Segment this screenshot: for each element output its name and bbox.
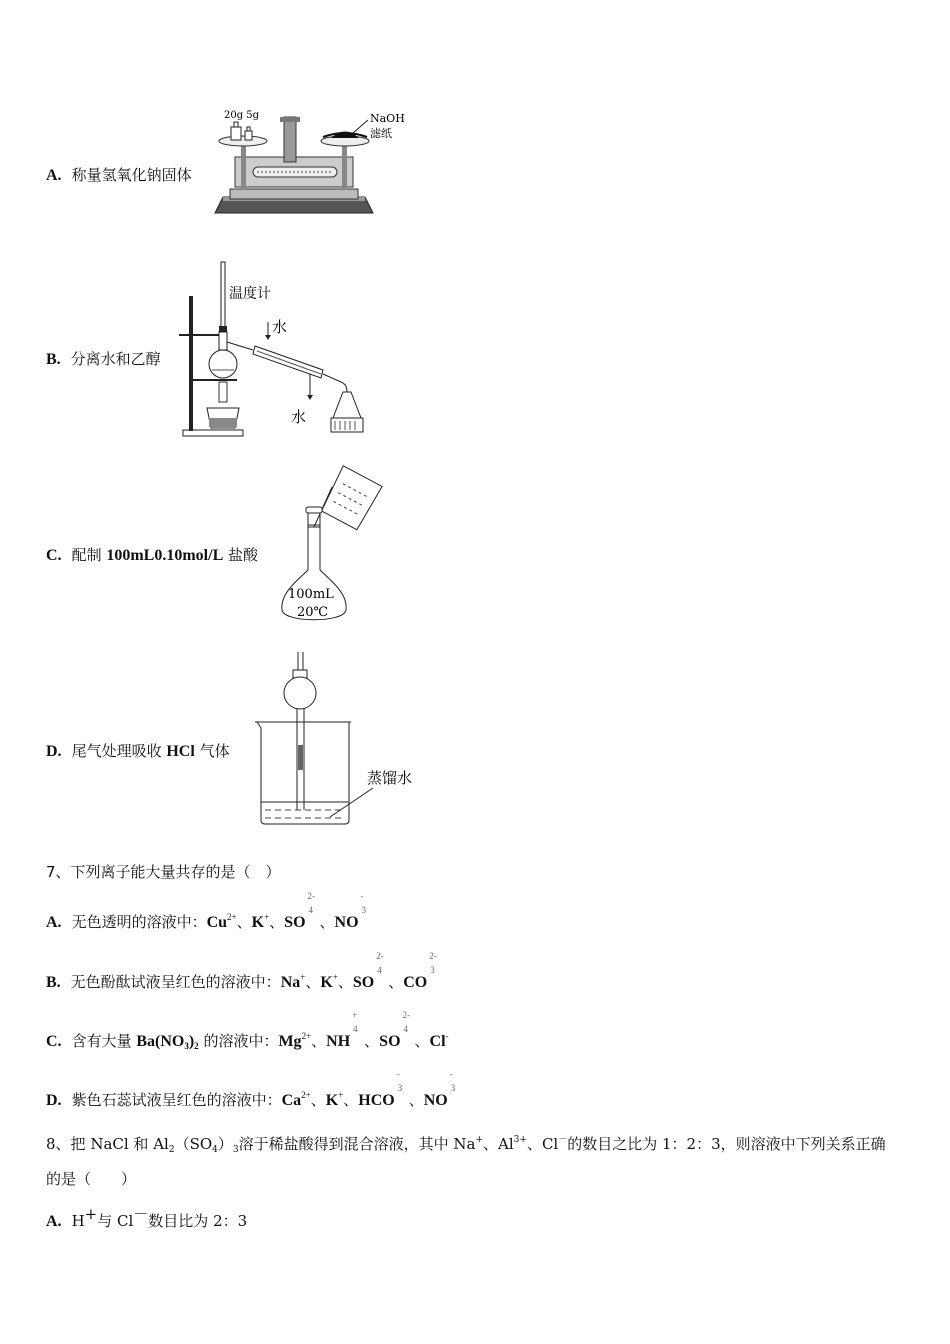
- ion-stack: - 3: [360, 891, 367, 915]
- text: 数目比为 2：3: [148, 1212, 248, 1230]
- compound: （SO: [174, 1135, 213, 1153]
- option-text-part: 配制: [71, 546, 107, 564]
- compound: NaCl: [90, 1135, 129, 1153]
- subscript: 2: [194, 1041, 199, 1051]
- balance-scale-figure: [205, 105, 415, 220]
- option-label: A.: [46, 1213, 62, 1230]
- text: H: [71, 1212, 85, 1230]
- flask-volume-label: 100mL: [288, 587, 334, 602]
- ion-charge: 2+: [301, 1031, 312, 1041]
- distillation-apparatus-figure: [175, 258, 375, 440]
- option-label: A.: [46, 914, 62, 931]
- subscript: 3: [232, 1145, 239, 1155]
- text: 、Al: [483, 1135, 514, 1153]
- option-label: B.: [46, 974, 61, 991]
- ion: NH: [326, 1033, 351, 1050]
- option-c-volumetric: [46, 544, 258, 565]
- subscript: 4: [212, 1145, 218, 1155]
- text: 的数目之比为 1：2：3，则溶液中下列关系正确: [567, 1135, 886, 1153]
- ion: Cu: [206, 914, 228, 931]
- ion-stack: 2- 4: [402, 1010, 411, 1034]
- ion: K: [251, 914, 265, 931]
- ion-stack: - 3: [449, 1069, 456, 1093]
- superscript: －: [558, 1135, 568, 1145]
- ion: NO: [334, 914, 359, 931]
- option-prefix: 的溶液中：: [198, 1032, 279, 1050]
- option-label: C.: [46, 547, 62, 564]
- superscript: +: [475, 1135, 484, 1145]
- ion: SO: [352, 974, 375, 991]
- ion-charge: +: [338, 1090, 344, 1100]
- compound: Ba(NO: [136, 1033, 185, 1050]
- q7-option-a[interactable]: A. 无色透明的溶液中：$Cu^{2+}$、K+、SO 2- 4 、NO - 3: [46, 907, 373, 932]
- ion-stack: 2- 4: [376, 951, 384, 975]
- ion-stack: + 4: [352, 1010, 358, 1034]
- question-8-stem-line2: 的是（ ）: [46, 1170, 137, 1188]
- ion: K: [320, 974, 333, 991]
- ion-charge: 2+: [301, 1090, 311, 1100]
- ion-stack: 2- 4: [307, 891, 316, 915]
- ion: Cl: [429, 1033, 446, 1050]
- ion-charge: +: [300, 972, 306, 982]
- option-text-part: 尾气处理吸收: [71, 742, 167, 760]
- flask-temp-label: 20℃: [297, 605, 329, 620]
- option-prefix: 含有大量: [71, 1032, 137, 1050]
- q7-option-d[interactable]: D. 紫色石蕊试液呈红色的溶液中：$Ca^{2+}$、K+、HCO - 3 、NO - 3: [46, 1085, 462, 1110]
- q8-option-a[interactable]: [46, 1203, 247, 1231]
- water-in-label: 水: [272, 318, 288, 336]
- text: 与 Cl: [97, 1212, 134, 1230]
- ion-charge: -: [445, 1031, 449, 1041]
- ion: SO: [379, 1033, 401, 1050]
- q7-option-b[interactable]: B. 无色酚酞试液呈红色的溶液中：Na+、K+、SO 2- 4 、CO 2- 3: [46, 967, 441, 992]
- text: 和: [128, 1135, 154, 1153]
- superscript: 3+: [513, 1135, 527, 1145]
- filter-paper-label: 滤纸: [370, 127, 392, 140]
- ion: NO: [423, 1092, 448, 1109]
- thermometer-label: 温度计: [229, 286, 271, 302]
- option-text-part: 盐酸: [223, 546, 259, 564]
- superscript: +: [84, 1205, 98, 1223]
- ion-charge: +: [264, 912, 270, 922]
- volumetric-flask-figure: [270, 465, 390, 630]
- naoh-label: NaOH: [370, 112, 405, 125]
- option-label: C.: [46, 1033, 62, 1050]
- option-label: D.: [46, 743, 62, 760]
- option-label: B.: [46, 351, 61, 368]
- weights-label: 20g 5g: [224, 110, 260, 121]
- option-label: D.: [46, 1092, 62, 1109]
- subscript: 2: [168, 1145, 175, 1155]
- ion: HCO: [358, 1092, 395, 1109]
- compound: ): [188, 1033, 195, 1050]
- option-a-balance: [46, 164, 192, 185]
- option-prefix: 无色透明的溶液中：: [71, 913, 207, 931]
- ion: Mg: [278, 1033, 302, 1050]
- superscript: －: [133, 1205, 149, 1223]
- compound: Al: [153, 1135, 169, 1153]
- text: 溶于稀盐酸得到混合溶液，其中 Na: [238, 1135, 476, 1153]
- subscript: 3: [184, 1041, 189, 1051]
- q7-option-c[interactable]: C. 含有大量 $Ba(NO_3)_2$ 的溶液中：$Mg^{2+}$、NH + 4 、SO 2- 4 、Cl-: [46, 1010, 449, 1051]
- question-7-stem: 7、下列离子能大量共存的是（ ）: [46, 863, 281, 881]
- water-out-label: 水: [291, 408, 307, 426]
- text: 8、把: [46, 1135, 91, 1153]
- option-text: 分离水和乙醇: [70, 350, 161, 368]
- ion-stack: 2- 3: [429, 951, 437, 975]
- text: ）: [217, 1135, 233, 1153]
- option-text-part: 100mL0.10mol/L: [106, 547, 224, 564]
- option-text-part: HCl: [166, 743, 195, 760]
- question-8-stem-line1: [46, 1132, 886, 1155]
- option-text-part: 气体: [194, 742, 230, 760]
- text: 、Cl: [526, 1135, 559, 1153]
- ion: CO: [403, 974, 428, 991]
- option-prefix: 紫色石蕊试液呈红色的溶液中：: [71, 1091, 282, 1109]
- option-b-distillation: [46, 348, 161, 369]
- option-prefix: 无色酚酞试液呈红色的溶液中：: [70, 973, 281, 991]
- ion-charge: 2+: [227, 912, 237, 922]
- gas-absorption-beaker-figure: [245, 650, 430, 830]
- ion-stack: - 3: [396, 1069, 403, 1093]
- option-text: 称量氢氧化钠固体: [71, 166, 192, 184]
- ion: SO: [284, 914, 306, 931]
- ion: Ca: [281, 1092, 302, 1109]
- ion: Na: [280, 974, 301, 991]
- option-label: A.: [46, 167, 62, 184]
- distilled-water-label: 蒸馏水: [367, 769, 413, 787]
- ion: K: [325, 1092, 339, 1109]
- ion-charge: +: [332, 972, 338, 982]
- option-d-absorption: [46, 740, 230, 761]
